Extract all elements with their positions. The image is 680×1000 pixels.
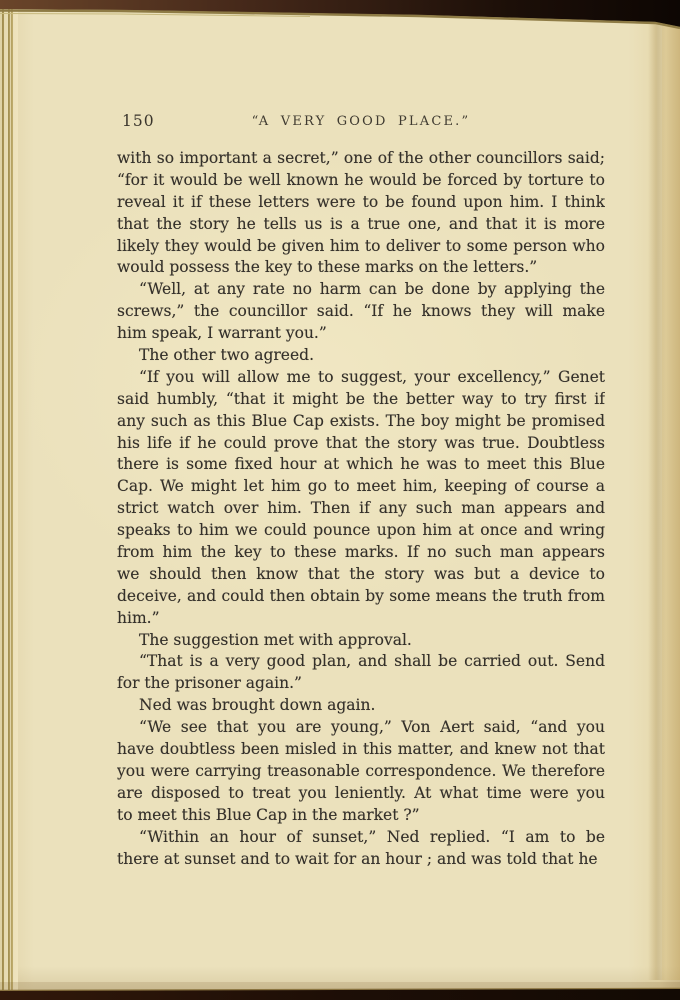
page-header	[117, 110, 605, 134]
text-line: “Within an hour of sunset,” Ned replied. “I am to be	[139, 827, 605, 846]
top-book-edge	[0, 0, 680, 30]
text-line: his life if he could prove that the story was true. Doubtless	[117, 433, 605, 452]
text-line: “That is a very good plan, and shall be carried out. Send	[139, 652, 605, 671]
text-line: we should then know that the story was but a device to	[117, 564, 605, 583]
left-page-edges	[0, 0, 18, 1000]
text-line: that the story he tells us is a true one, and that it is more	[117, 214, 605, 233]
right-page-edge-shading	[662, 20, 680, 980]
text-line: with so important a secret,” one of the other councillors said;	[117, 149, 605, 167]
text-line: are disposed to treat you leniently. At what time were you	[117, 783, 605, 802]
text-line: likely they would be given him to deliver to some person who	[117, 236, 605, 255]
running-header: “A VERY GOOD PLACE.”	[251, 114, 471, 129]
text-line: would possess the key to these marks on the letters.”	[117, 258, 538, 277]
bottom-book-edge	[0, 970, 680, 1000]
text-line: said humbly, “that it might be the better way to try first if	[117, 389, 605, 408]
text-line: you were carrying treasonable correspondence. We therefore	[117, 761, 605, 780]
text-line: Cap. We might let him go to meet him, keeping of course a	[117, 477, 605, 496]
text-line: reveal it if these letters were to be found upon him. I think	[117, 192, 605, 211]
text-line: him.”	[117, 608, 160, 627]
text-line: “If you will allow me to suggest, your excellency,” Genet	[139, 367, 605, 386]
text-line: him speak, I warrant you.”	[117, 324, 327, 343]
text-line: any such as this Blue Cap exists. The boy might be promised	[117, 411, 605, 430]
text-line: The suggestion met with approval.	[139, 630, 412, 649]
text-line: strict watch over him. Then if any such man appears and	[117, 499, 605, 518]
text-line: The other two agreed.	[139, 346, 314, 365]
text-line: for the prisoner again.”	[117, 674, 302, 693]
text-line: “Well, at any rate no harm can be done by applying the	[139, 280, 605, 299]
text-line: Ned was brought down again.	[139, 696, 376, 715]
text-line: have doubtless been misled in this matter, and knew not that	[117, 740, 605, 759]
text-block	[117, 148, 605, 870]
text-line: “for it would be well known he would be forced by torture to	[117, 170, 605, 189]
text-line: deceive, and could then obtain by some means the truth from	[117, 586, 605, 605]
text-line: to meet this Blue Cap in the market ?”	[117, 805, 420, 824]
text-line: speaks to him we could pounce upon him at once and wring	[117, 521, 605, 540]
text-line: screws,” the councillor said. “If he knows they will make	[117, 302, 605, 321]
text-line: there at sunset and to wait for an hour ; and was told that he	[117, 849, 598, 868]
text-line: from him the key to these marks. If no such man appears	[117, 543, 605, 562]
text-line: there is some fixed hour at which he was to meet this Blue	[117, 455, 605, 474]
text-line: “We see that you are young,” Von Aert said, “and you	[139, 718, 605, 737]
page-number: 150	[122, 112, 155, 130]
